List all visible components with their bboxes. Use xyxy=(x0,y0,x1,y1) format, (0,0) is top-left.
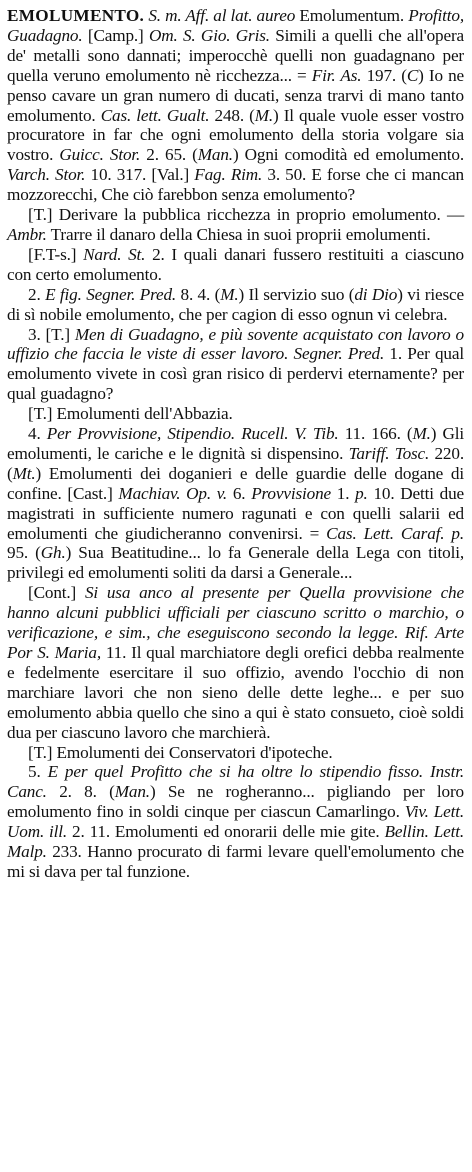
text-run: Simili a quelli che all'opera de' metalli sono dannati; imperocchè quelli non guadagnano per quella veruno emolumento nè ricchezza... = xyxy=(7,25,464,85)
text-run: ) Emolumenti dei doganieri e delle guardie delle dogane di confine. [Cast.] xyxy=(7,463,464,503)
entry-paragraph xyxy=(7,743,464,763)
text-run: 10. 317. [Val.] xyxy=(85,165,195,185)
text-run: [F.T-s.] xyxy=(28,244,84,264)
entry-paragraph xyxy=(7,285,464,325)
text-run: ) Gli emolumenti, le cariche e le dignità si dispensino. xyxy=(7,424,465,463)
italic-run: Men di Guadagno, e più sovente acquistato con lavoro o uffizio che faccia le viste di esser lavoro. xyxy=(7,324,464,364)
italic-run: Tariff. Tosc. xyxy=(348,443,430,463)
italic-run: E per quel Profitto che si ha oltre lo stipendio fisso. Instr. Canc. xyxy=(7,762,464,802)
text-run: ) Il quale vuole esser vostro procuratore in far che ogni emolumento della storia volgare sia vostro. xyxy=(7,105,464,165)
text-run: 4. xyxy=(28,424,47,444)
italic-run: E fig. xyxy=(45,284,82,304)
italic-run: Fag. Rim. xyxy=(194,165,263,185)
italic-run: aureo xyxy=(256,6,296,25)
text-run: [T.] Emolumenti dei Conservatori d'ipoteche. xyxy=(28,742,333,762)
text-run: 2. xyxy=(28,284,46,304)
text-run: 1. xyxy=(331,483,356,503)
text-run: 8. 4. ( xyxy=(176,284,221,304)
italic-run: Fir. As. xyxy=(311,65,362,85)
text-run: 6. xyxy=(227,483,252,503)
italic-run: Om. S. Gio. Gris. xyxy=(148,25,270,45)
text-run: 11. Il qual marchiatore degli orefici debba realmente e fedelmente esercitare il suo offizio, avendo l'occhio di non marchiare lavori che non sieno delle dette leghe... e per suo emolumento abbia quello che sino a qui è stato consueto, cioè soldi dua per ciascuno lavoro che marchierà. xyxy=(7,643,464,742)
text-run: 2. I quali danari fussero restituiti a ciascuno con certo emolumento. xyxy=(7,244,464,284)
italic-run: al lat. xyxy=(213,6,253,25)
entry-paragraph xyxy=(7,404,464,424)
text-run: ) Se ne rogheranno... pigliando per loro emolumento fino in soldi cinque per ciascun Camarlingo. xyxy=(7,782,464,822)
text-run: 11. 166. ( xyxy=(338,424,413,444)
italic-run: Nard. St. xyxy=(83,244,146,264)
italic-run: Machiav. Op. v. xyxy=(118,483,228,503)
italic-run: M. xyxy=(412,424,431,444)
entry-paragraph xyxy=(7,205,464,245)
italic-run: S. m. Aff. xyxy=(148,6,210,25)
text-run: [T.] Derivare la pubblica ricchezza in proprio emolumento. — xyxy=(28,205,464,225)
text-run: 3. [T.] xyxy=(28,324,75,344)
italic-run: p. xyxy=(355,483,368,503)
italic-run: M. xyxy=(220,284,239,304)
italic-run: Cas. Lett. Caraf. p. xyxy=(326,523,465,543)
entry-paragraph xyxy=(7,424,464,583)
italic-run: Segner. Pred. xyxy=(86,284,177,304)
text-run: [T.] Emolumenti dell'Abbazia. xyxy=(28,404,233,424)
italic-run: Ambr. xyxy=(7,224,47,244)
italic-run: Segner. Pred. xyxy=(293,344,385,364)
entry-paragraph xyxy=(7,583,464,742)
text-run: 220. ( xyxy=(7,443,464,483)
italic-run: Profitto, Guadagno. xyxy=(7,6,465,45)
text-run: ) vi riesce di sì nobile emolumento, che per cagion di esso ognun vi celebra. xyxy=(7,284,464,324)
text-run: ) Il servizio suo ( xyxy=(238,284,355,304)
text-run: 197. ( xyxy=(361,65,407,85)
italic-run: Viv. Lett. Uom. ill. xyxy=(7,802,464,842)
text-run: 3. 50. E forse che ci mancan mozzorecchi, Che ciò farebbon senza emolumento? xyxy=(7,165,464,205)
text-run: 1. Per qual emolumento vivete in così gran risico di perdervi eternamente? per qual guadagno? xyxy=(7,344,464,404)
italic-run: Per Provvisione, Stipendio. Rucell. V. Tib. xyxy=(46,424,339,444)
italic-run: Guicc. Stor. xyxy=(59,145,141,165)
text-run: 95. ( xyxy=(7,543,41,563)
italic-run: Man. xyxy=(114,782,150,802)
entry-paragraph xyxy=(7,325,464,405)
text-run: ) Sua Beatitudine... lo fa Generale della Lega con titoli, privilegi ed emolumenti soliti da darsi a Generale... xyxy=(7,543,464,583)
italic-run: M. xyxy=(254,105,274,125)
italic-run: C xyxy=(406,65,419,85)
text-run: 248. ( xyxy=(209,105,255,125)
text-run: Emolumentum. xyxy=(295,6,409,25)
text-run: 233. Hanno procurato di farmi levare quell'emolumento che mi si dava per tal funzione. xyxy=(7,842,464,881)
italic-run: Man. xyxy=(197,145,233,165)
italic-run: Varch. Stor. xyxy=(7,165,86,185)
italic-run: Mt. xyxy=(12,463,36,483)
text-run: 10. Detti due magistrati in sufficiente numero ragunati e con quelli salarii ed emolumenti che giudicheranno convenirsi. = xyxy=(7,483,464,543)
italic-run: Gh. xyxy=(40,543,66,563)
headword: EMOLUMENTO. xyxy=(7,6,145,25)
italic-run: Cas. lett. Gualt. xyxy=(100,105,210,125)
text-run: [Camp.] xyxy=(82,25,149,45)
entry-definition xyxy=(7,6,464,205)
entry-paragraph xyxy=(7,245,464,285)
entry-paragraph xyxy=(7,762,464,881)
text-run: ) Io ne penso cavare un gran numero di ducati, senza trarvi di mano tanto emolumento. xyxy=(7,65,464,125)
italic-run: Si usa anco al presente per Quella provvisione che hanno alcuni pubblici ufficiali per ciascuno scritto o marchio, o verificazione, e sim., che eseguiscono secondo la legge. Rif. Arte Por S. Maria, xyxy=(7,583,464,662)
text-run: 2. 8. ( xyxy=(46,782,115,802)
dictionary-entry-emolumento xyxy=(7,6,464,882)
text-run: [Cont.] xyxy=(28,583,85,603)
text-run: ) Ogni comodità ed emolumento. xyxy=(232,145,464,165)
italic-run: Bellin. Lett. Malp. xyxy=(7,822,464,862)
text-run: Trarre il danaro della Chiesa in suoi proprii emolumenti. xyxy=(46,224,431,244)
italic-run: di Dio xyxy=(354,284,398,304)
italic-run: Provvisione xyxy=(251,483,331,503)
text-run: 2. 65. ( xyxy=(140,145,198,165)
text-run: 5. xyxy=(28,762,48,782)
text-run: 2. 11. Emolumenti ed onorarii delle mie gite. xyxy=(67,822,385,842)
